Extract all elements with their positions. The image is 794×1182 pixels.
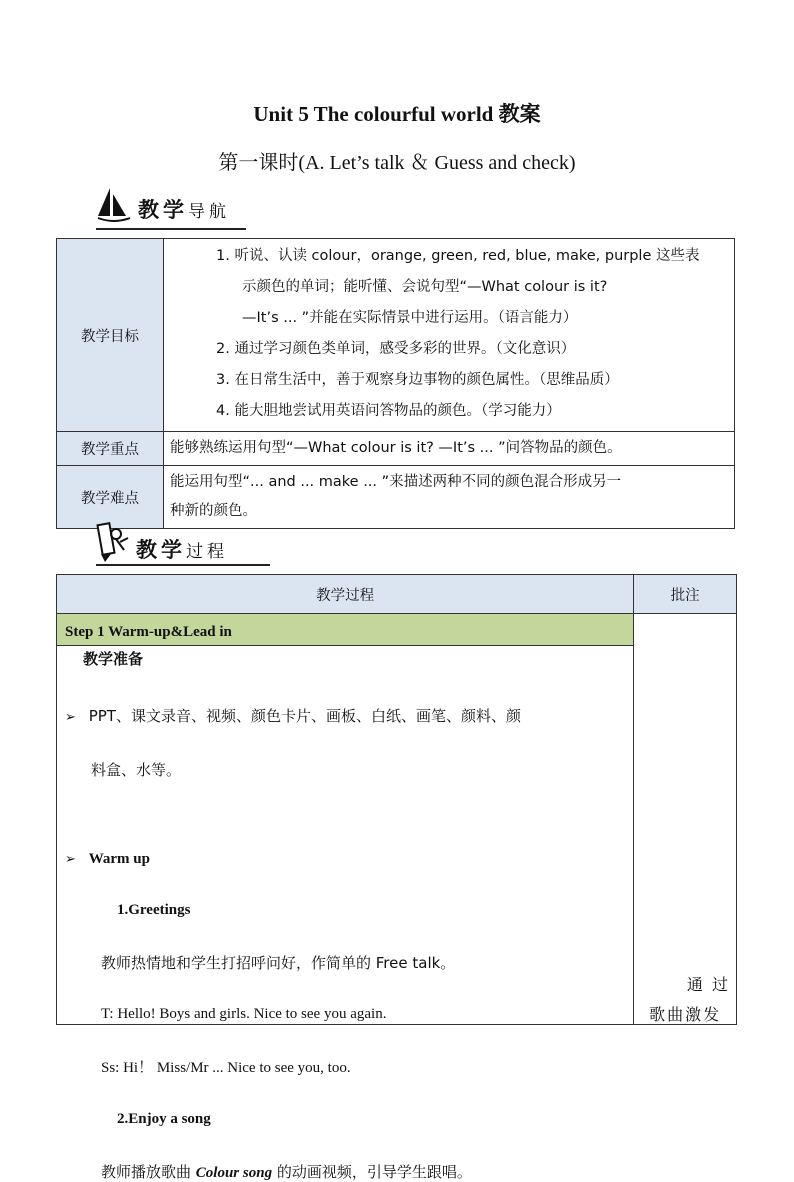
prep-line-2: 料盒、水等。 xyxy=(91,761,182,779)
difficulties-line: 能运用句型“... and ... make ... ”来描述两种不同的颜色混合形成另一 xyxy=(170,474,622,490)
banner1-char-4: 航 xyxy=(209,202,230,222)
song-line xyxy=(101,1161,677,1182)
banner1-char-2: 学 xyxy=(163,198,188,222)
banner1-char-3: 导 xyxy=(188,202,209,222)
process-note-cell xyxy=(634,614,737,1025)
objectives-table xyxy=(56,238,735,529)
prep-line-1: PPT、课文录音、视频、颜色卡片、画板、白纸、画笔、颜料、颜 xyxy=(88,707,521,725)
objectives-label: 教学目标 xyxy=(57,239,164,432)
banner1-underline xyxy=(96,228,246,230)
prep-item xyxy=(65,705,641,726)
objective-item: 3. 在日常生活中，善于观察身边事物的颜色属性。（思维品质） xyxy=(216,372,619,388)
banner2-char-4: 程 xyxy=(207,542,228,562)
sailboat-icon xyxy=(96,186,132,224)
page-title: Unit 5 The colourful world 教案 xyxy=(253,102,541,126)
banner2-char-1: 教 xyxy=(136,538,161,562)
objective-item: —It’s ... ”并能在实际情景中进行运用。（语言能力） xyxy=(242,310,578,326)
objective-item: 示颜色的单词；能听懂、会说句型“—What colour is it? xyxy=(242,279,608,295)
note-line-2: 歌曲激发 xyxy=(649,1005,722,1024)
greetings-line-2: T: Hello! Boys and girls. Nice to see you again. xyxy=(101,1006,387,1022)
song-name: Colour song xyxy=(195,1165,273,1181)
greetings-title: 1.Greetings xyxy=(117,902,191,918)
song-title: 2.Enjoy a song xyxy=(117,1111,211,1127)
song-post: 的动画视频，引导学生跟唱。 xyxy=(272,1163,472,1181)
greetings-line-1: 教师热情地和学生打招呼问好，作简单的 Free talk。 xyxy=(101,954,456,972)
process-main-cell xyxy=(57,614,634,1181)
process-col-note: 批注 xyxy=(634,575,737,614)
banner2-char-3: 过 xyxy=(186,542,207,562)
banner2-underline xyxy=(96,564,270,566)
banner-teaching-guide xyxy=(96,186,230,224)
banner2-char-2: 学 xyxy=(161,538,186,562)
difficulties-line: 种新的颜色。 xyxy=(170,503,257,519)
greetings-line-3: Ss: Hi！ Miss/Mr ... Nice to see you, too. xyxy=(101,1060,351,1076)
banner-teaching-process xyxy=(90,520,228,564)
warmup-title: Warm up xyxy=(88,851,150,867)
objective-item: 4. 能大胆地尝试用英语问答物品的颜色。（学习能力） xyxy=(216,403,561,419)
step1-heading: Step 1 Warm-up&Lead in xyxy=(57,614,633,646)
key-points-label: 教学重点 xyxy=(57,432,164,466)
objective-item: 2. 通过学习颜色类单词，感受多彩的世界。（文化意识） xyxy=(216,341,576,357)
bullet-arrow-icon: ➢ xyxy=(65,710,76,725)
bullet-arrow-icon: ➢ xyxy=(65,852,76,867)
difficulties-content xyxy=(164,466,735,529)
note-line-1: 通 过 xyxy=(686,975,730,994)
process-table xyxy=(56,574,737,1181)
objectives-list xyxy=(164,239,735,432)
warmup-item xyxy=(65,849,641,868)
objective-item: 1. 听说、认读 colour，orange, green, red, blue, make, purple 这些表 xyxy=(216,248,700,264)
process-col-main: 教学过程 xyxy=(57,575,634,614)
pencil-figure-icon xyxy=(90,520,130,564)
prep-title: 教学准备 xyxy=(83,650,144,668)
song-pre: 教师播放歌曲 xyxy=(101,1163,196,1181)
page-subtitle: 第一课时(A. Let’s talk ＆ Guess and check) xyxy=(218,152,576,174)
key-points-content: 能够熟练运用句型“—What colour is it? —It’s ... ”问答物品的颜色。 xyxy=(164,432,735,466)
difficulties-label: 教学难点 xyxy=(57,466,164,529)
banner1-char-1: 教 xyxy=(138,198,163,222)
